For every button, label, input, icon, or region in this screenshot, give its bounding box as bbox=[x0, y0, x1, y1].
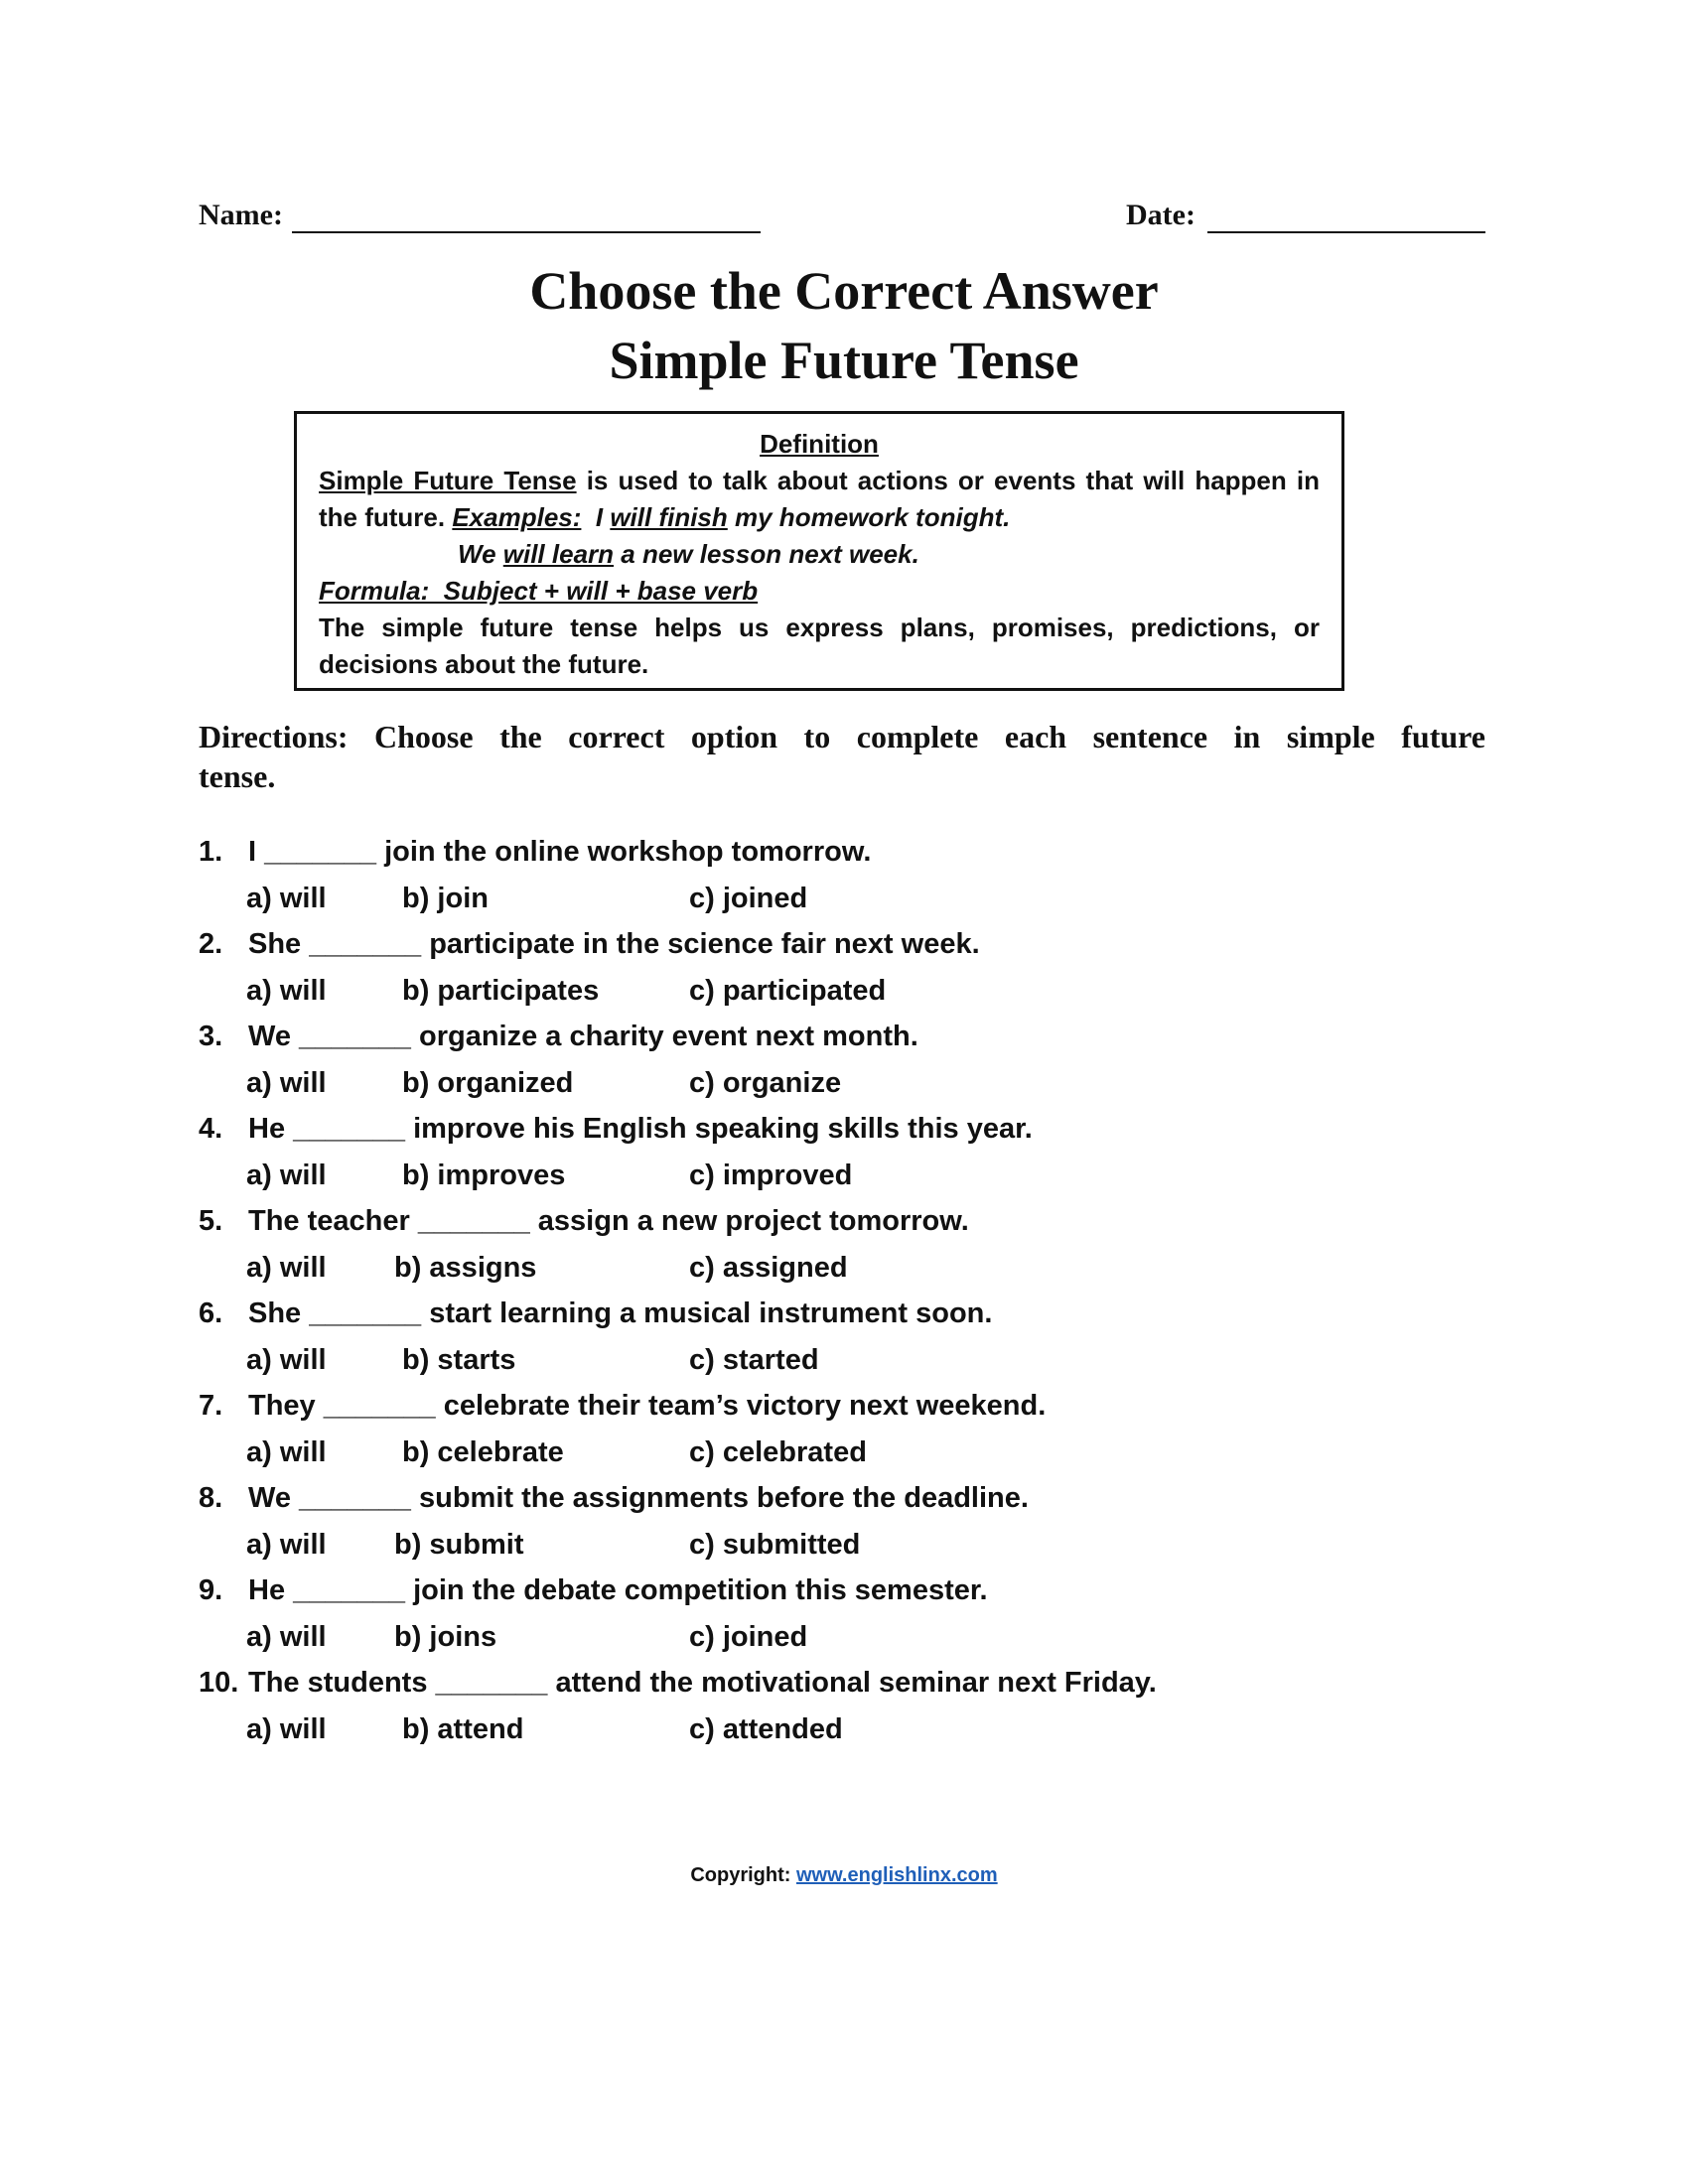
question-text: I _______ join the online workshop tomorrow. bbox=[248, 836, 872, 868]
option-c[interactable]: c) participated bbox=[689, 975, 887, 1007]
formula: Formula: Subject + will + base verb bbox=[319, 576, 759, 606]
option-c[interactable]: c) improved bbox=[689, 1160, 853, 1191]
directions bbox=[199, 717, 1485, 796]
option-c[interactable]: c) celebrated bbox=[689, 1436, 867, 1468]
question-item bbox=[199, 1663, 1157, 1703]
option-c[interactable]: c) assigned bbox=[689, 1252, 848, 1284]
question-item bbox=[199, 1109, 1033, 1149]
example-text: I bbox=[581, 502, 611, 532]
question-number: 7. bbox=[199, 1390, 223, 1422]
definition-heading: Definition bbox=[760, 429, 879, 459]
definition-line: decisions about the future. bbox=[319, 649, 649, 679]
copyright-link[interactable]: www.englishlinx.com bbox=[796, 1864, 998, 1886]
question-item bbox=[199, 1478, 1029, 1518]
definition-line bbox=[319, 499, 1320, 536]
option-a[interactable]: a) will bbox=[246, 1344, 327, 1376]
question-text: She _______ participate in the science fair next week. bbox=[248, 928, 980, 960]
question-text: We _______ submit the assignments before the deadline. bbox=[248, 1482, 1029, 1514]
question-item bbox=[199, 1017, 918, 1056]
example-text: We bbox=[458, 539, 503, 569]
example-verb: will finish bbox=[610, 502, 728, 532]
question-item bbox=[199, 924, 980, 964]
example-text: my homework tonight. bbox=[727, 502, 1011, 532]
option-a[interactable]: a) will bbox=[246, 1436, 327, 1468]
question-item bbox=[199, 1201, 969, 1241]
footer bbox=[0, 1864, 1688, 1887]
option-c[interactable]: c) submitted bbox=[689, 1529, 861, 1561]
option-b[interactable]: b) starts bbox=[402, 1344, 516, 1376]
option-b[interactable]: b) celebrate bbox=[402, 1436, 564, 1468]
option-c[interactable]: c) joined bbox=[689, 883, 808, 914]
name-date-row bbox=[199, 199, 1485, 238]
question-text: The teacher _______ assign a new project tomorrow. bbox=[248, 1205, 969, 1237]
question-item bbox=[199, 1294, 992, 1333]
directions-line: Directions: Choose the correct option to complete each sentence in simple future bbox=[199, 719, 1485, 754]
question-number: 8. bbox=[199, 1482, 223, 1514]
option-a[interactable]: a) will bbox=[246, 883, 327, 914]
question-number: 10. bbox=[199, 1667, 239, 1699]
option-b[interactable]: b) attend bbox=[402, 1713, 524, 1745]
option-c[interactable]: c) joined bbox=[689, 1621, 808, 1653]
example-text: a new lesson next week. bbox=[614, 539, 919, 569]
example-verb: will learn bbox=[502, 539, 615, 569]
date-label: Date: bbox=[1126, 199, 1196, 231]
option-a[interactable]: a) will bbox=[246, 1160, 327, 1191]
question-number: 2. bbox=[199, 928, 223, 960]
examples-label: Examples: bbox=[452, 502, 582, 532]
question-text: The students _______ attend the motivational seminar next Friday. bbox=[248, 1667, 1157, 1699]
option-b[interactable]: b) assigns bbox=[394, 1252, 537, 1284]
option-b[interactable]: b) join bbox=[402, 883, 489, 914]
option-a[interactable]: a) will bbox=[246, 1067, 327, 1099]
question-item bbox=[199, 832, 871, 872]
question-item bbox=[199, 1386, 1046, 1426]
question-number: 5. bbox=[199, 1205, 223, 1237]
option-a[interactable]: a) will bbox=[246, 1529, 327, 1561]
option-a[interactable]: a) will bbox=[246, 975, 327, 1007]
definition-text: the future. bbox=[319, 502, 453, 532]
copyright-label: Copyright: bbox=[690, 1864, 796, 1886]
option-a[interactable]: a) will bbox=[246, 1252, 327, 1284]
question-text: He _______ join the debate competition this semester. bbox=[248, 1574, 988, 1606]
question-number: 9. bbox=[199, 1574, 223, 1606]
question-number: 4. bbox=[199, 1113, 223, 1145]
option-b[interactable]: b) improves bbox=[402, 1160, 566, 1191]
definition-line bbox=[319, 463, 1320, 499]
name-blank[interactable] bbox=[292, 231, 761, 233]
option-b[interactable]: b) organized bbox=[402, 1067, 574, 1099]
option-c[interactable]: c) started bbox=[689, 1344, 819, 1376]
question-number: 3. bbox=[199, 1021, 223, 1052]
definition-line: The simple future tense helps us express plans, promises, predictions, or bbox=[319, 613, 1320, 642]
question-text: She _______ start learning a musical instrument soon. bbox=[248, 1297, 993, 1329]
definition-line bbox=[458, 536, 1320, 573]
option-b[interactable]: b) participates bbox=[402, 975, 600, 1007]
option-b[interactable]: b) joins bbox=[394, 1621, 497, 1653]
definition-text: is used to talk about actions or events that will happen in bbox=[576, 466, 1321, 495]
question-text: They _______ celebrate their team’s victory next weekend. bbox=[248, 1390, 1047, 1422]
question-item bbox=[199, 1570, 988, 1610]
question-text: We _______ organize a charity event next month. bbox=[248, 1021, 918, 1052]
definition-term: Simple Future Tense bbox=[319, 466, 577, 495]
question-number: 1. bbox=[199, 836, 223, 868]
date-blank[interactable] bbox=[1207, 231, 1485, 233]
name-label: Name: bbox=[199, 199, 283, 231]
page-subtitle: Simple Future Tense bbox=[609, 331, 1079, 390]
question-number: 6. bbox=[199, 1297, 223, 1329]
option-c[interactable]: c) organize bbox=[689, 1067, 842, 1099]
page-title: Choose the Correct Answer bbox=[529, 261, 1159, 321]
directions-line: tense. bbox=[199, 758, 276, 794]
option-b[interactable]: b) submit bbox=[394, 1529, 524, 1561]
option-a[interactable]: a) will bbox=[246, 1713, 327, 1745]
question-text: He _______ improve his English speaking skills this year. bbox=[248, 1113, 1033, 1145]
option-c[interactable]: c) attended bbox=[689, 1713, 843, 1745]
definition-box bbox=[294, 411, 1344, 691]
option-a[interactable]: a) will bbox=[246, 1621, 327, 1653]
